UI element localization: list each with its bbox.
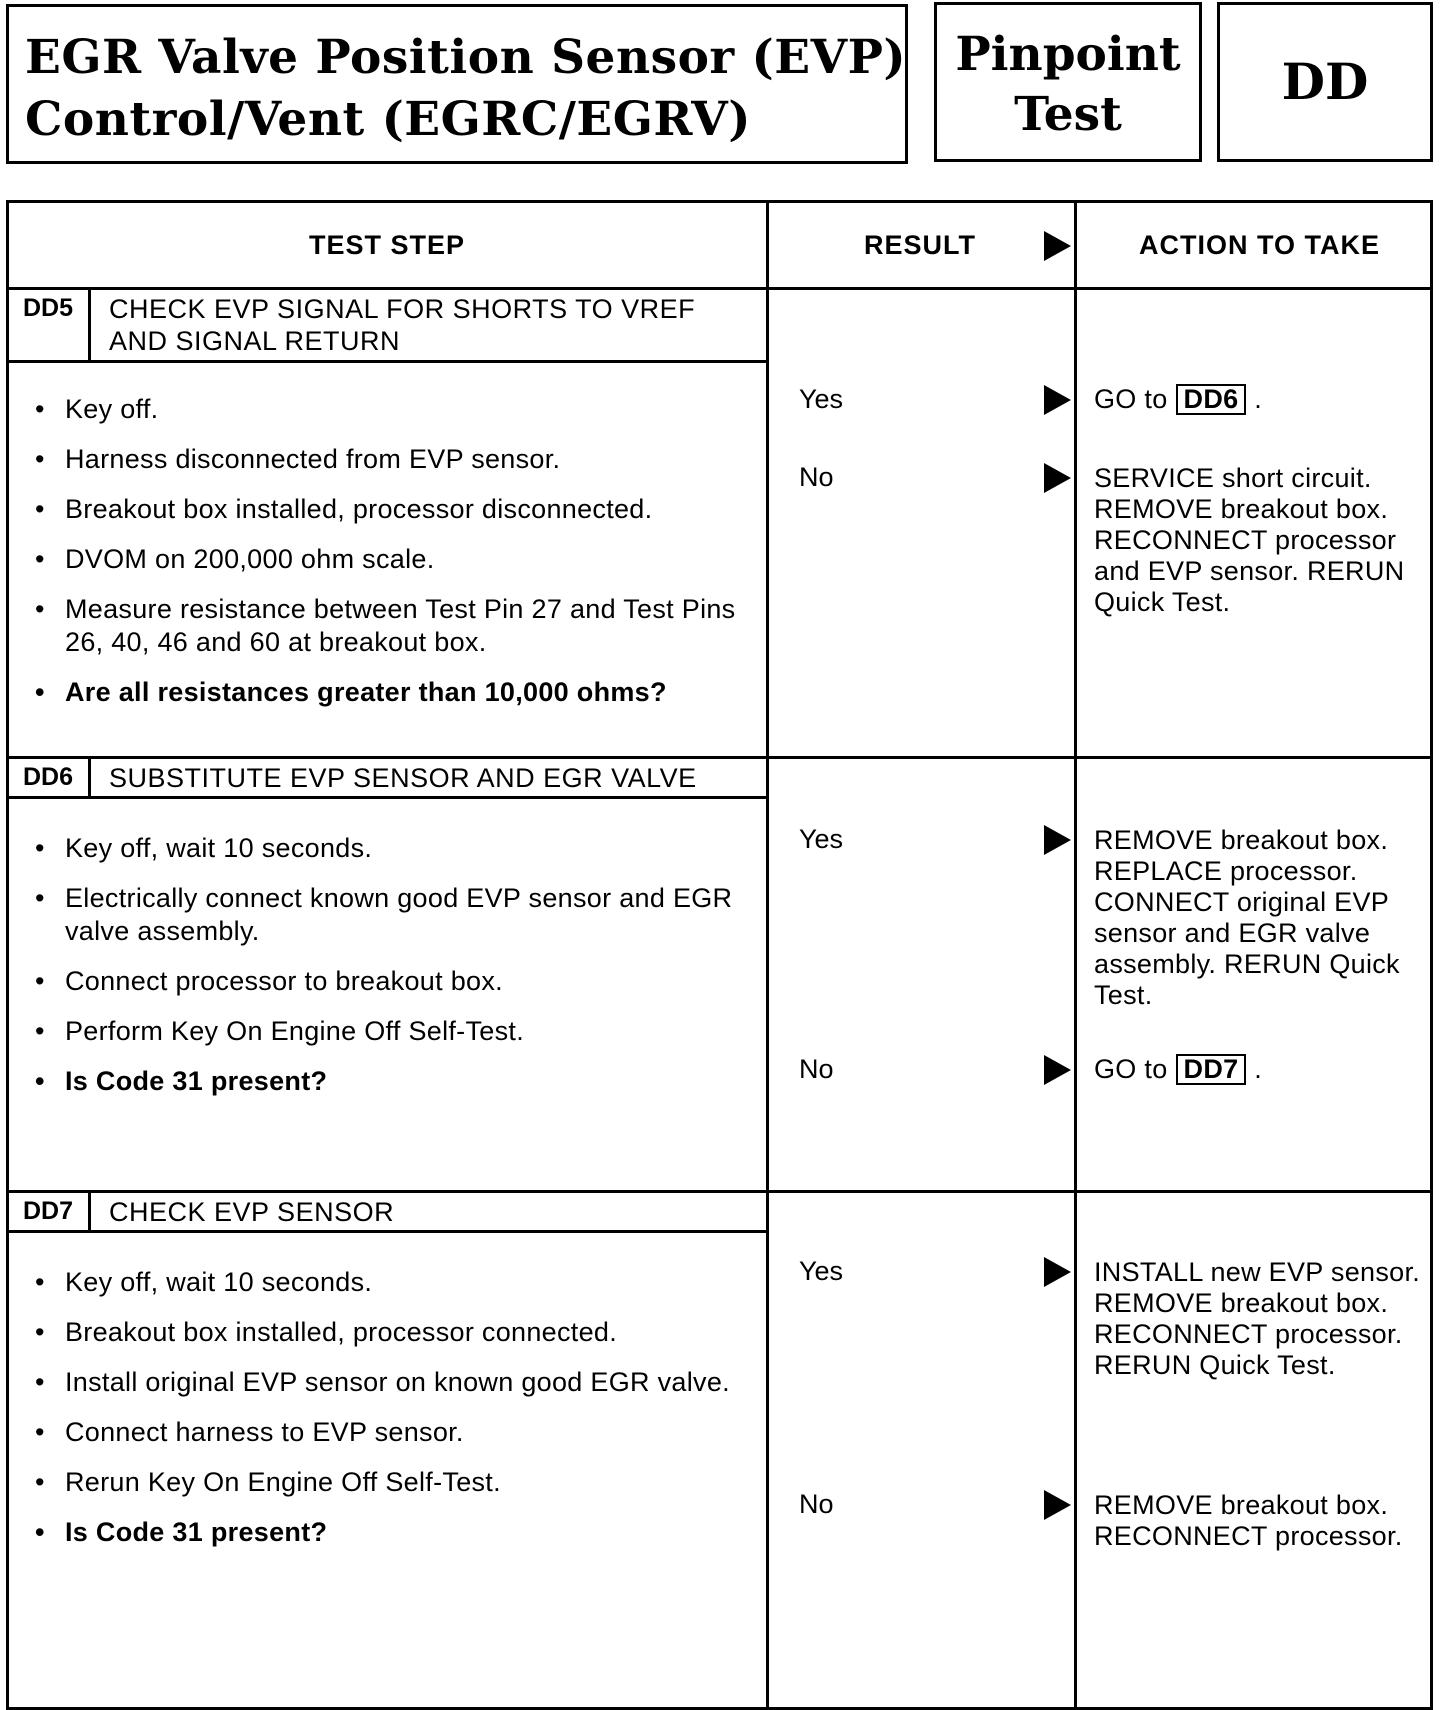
action-yes-dd6: REMOVE breakout box. REPLACE processor. CONNECT original EVP sensor and EGR valve assembly. RERUN Quick Test. <box>1094 825 1400 1010</box>
step-header-dd6 <box>9 756 766 799</box>
step-title: SUBSTITUTE EVP SENSOR AND EGR VALVE <box>109 763 697 793</box>
step-id: DD5 <box>9 287 91 360</box>
step-bullets-dd6 <box>31 832 751 1115</box>
bullet-item: • Breakout box installed, processor disconnected. <box>31 493 751 526</box>
pinpoint-table <box>6 200 1433 1710</box>
bullet-item: • Electrically connect known good EVP sensor and EGR valve assembly. <box>31 882 751 948</box>
result-yes-dd5: Yes <box>799 384 844 414</box>
bullet-item: • Harness disconnected from EVP sensor. <box>31 443 751 476</box>
result-no-dd5: No <box>799 462 834 492</box>
bullet-item: • Measure resistance between Test Pin 27 and Test Pins 26, 40, 46 and 60 at breakout box. <box>31 593 751 659</box>
page-title-line2: Control/Vent (EGRC/EGRV) <box>25 92 751 147</box>
action-suffix: . <box>1254 1054 1263 1084</box>
action-yes-dd5 <box>1094 384 1434 415</box>
step-ref-dd7: DD7 <box>1176 1054 1247 1085</box>
bullet-question: • Is Code 31 present? <box>31 1516 751 1549</box>
step-id: DD6 <box>9 756 91 796</box>
step-header-dd5 <box>9 287 766 363</box>
result-arrow-icon <box>1044 231 1071 261</box>
result-yes-dd6: Yes <box>799 824 844 854</box>
bullet-item: • Breakout box installed, processor connected. <box>31 1316 751 1349</box>
result-yes-dd7: Yes <box>799 1256 844 1286</box>
step-header-dd7 <box>9 1190 766 1233</box>
step-title: CHECK EVP SIGNAL FOR SHORTS TO VREF AND SIGNAL RETURN <box>109 294 696 356</box>
arrow-icon <box>1044 385 1071 415</box>
arrow-icon <box>1044 1490 1071 1520</box>
bullet-item: • Connect processor to breakout box. <box>31 965 751 998</box>
action-suffix: . <box>1254 384 1263 414</box>
bullet-question: • Is Code 31 present? <box>31 1065 751 1098</box>
column-header-result: RESULT <box>864 230 976 260</box>
action-text: GO to <box>1094 384 1168 414</box>
result-no-dd7: No <box>799 1489 834 1519</box>
bullet-item: • Perform Key On Engine Off Self-Test. <box>31 1015 751 1048</box>
test-code: DD <box>1281 52 1369 111</box>
arrow-icon <box>1044 463 1071 493</box>
bullet-item: • Key off, wait 10 seconds. <box>31 1266 751 1299</box>
action-no-dd7: REMOVE breakout box. RECONNECT processor. <box>1094 1490 1403 1551</box>
action-no-dd5: SERVICE short circuit. REMOVE breakout box. RECONNECT processor and EVP sensor. RERUN Quick Test. <box>1094 463 1405 617</box>
step-id: DD7 <box>9 1190 91 1230</box>
column-header-action: ACTION TO TAKE <box>1139 230 1380 260</box>
bullet-item: • DVOM on 200,000 ohm scale. <box>31 543 751 576</box>
step-title: CHECK EVP SENSOR <box>109 1197 395 1227</box>
action-text: GO to <box>1094 1054 1168 1084</box>
bullet-item: • Key off, wait 10 seconds. <box>31 832 751 865</box>
page-title-line1: EGR Valve Position Sensor (EVP) <box>25 30 907 85</box>
arrow-icon <box>1044 1055 1071 1085</box>
pinpoint-test-box <box>934 2 1202 162</box>
bullet-item: • Rerun Key On Engine Off Self-Test. <box>31 1466 751 1499</box>
step-bullets-dd7 <box>31 1266 751 1566</box>
result-no-dd6: No <box>799 1054 834 1084</box>
action-yes-dd7: INSTALL new EVP sensor. REMOVE breakout box. RECONNECT processor. RERUN Quick Test. <box>1094 1257 1421 1380</box>
column-header-test-step: TEST STEP <box>309 230 466 260</box>
title-box <box>6 4 908 164</box>
step-ref-dd6: DD6 <box>1176 384 1247 415</box>
arrow-icon <box>1044 1257 1071 1287</box>
bullet-question: • Are all resistances greater than 10,000 ohms? <box>31 676 751 709</box>
arrow-icon <box>1044 825 1071 855</box>
step-bullets-dd5 <box>31 393 751 726</box>
bullet-item: • Install original EVP sensor on known good EGR valve. <box>31 1366 751 1399</box>
bullet-item: • Key off. <box>31 393 751 426</box>
action-no-dd6 <box>1094 1054 1434 1085</box>
column-divider-action <box>1074 203 1077 1707</box>
column-divider-result <box>766 203 769 1707</box>
test-label: Test <box>1014 87 1122 142</box>
bullet-item: • Connect harness to EVP sensor. <box>31 1416 751 1449</box>
pinpoint-label: Pinpoint <box>955 27 1181 82</box>
test-code-box <box>1217 2 1433 162</box>
